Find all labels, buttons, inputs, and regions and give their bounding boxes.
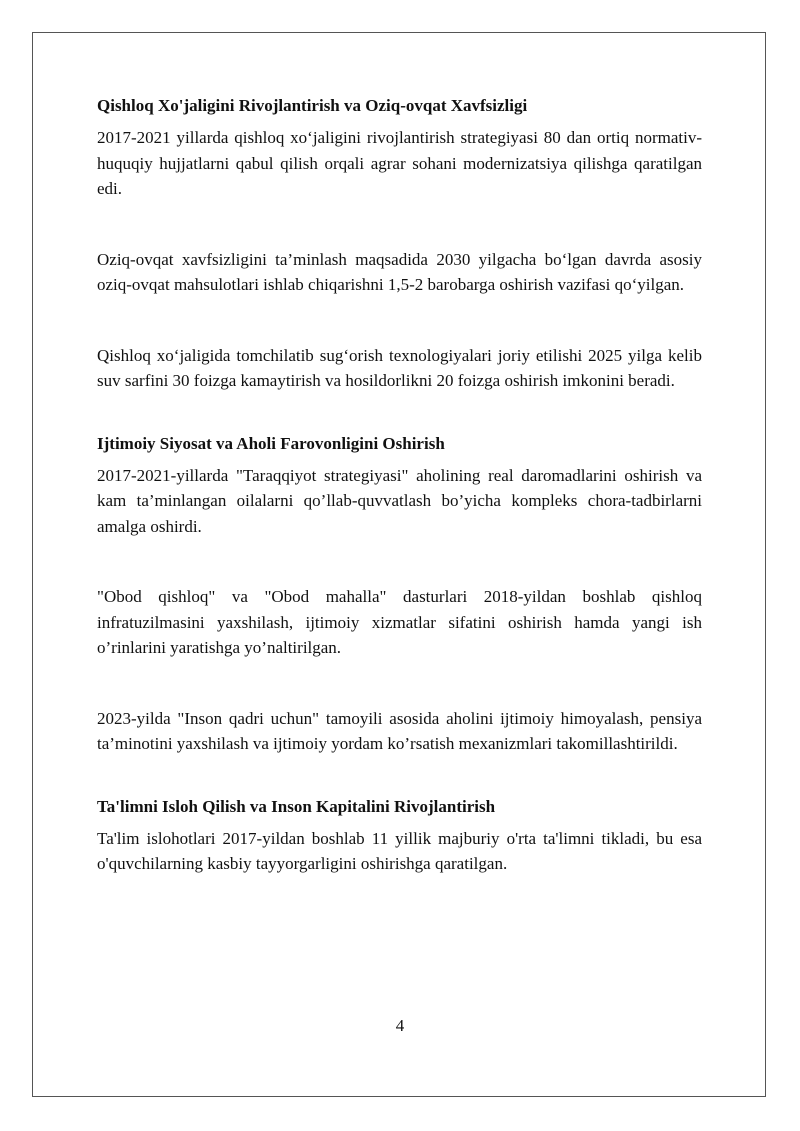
paragraph: "Obod qishloq" va "Obod mahalla" dasturlari 2018-yildan boshlab qishloq infratuzilmasini yaxshilash, ijtimoiy xizmatlar sifatini oshirish hamda yangi ish o’rinlarini yaratishga yo’naltirilgan. <box>97 587 702 657</box>
paragraph: 2023-yilda "Inson qadri uchun" tamoyili asosida aholini ijtimoiy himoyalash, pensiya ta’minotini yaxshilash va ijtimoiy yordam ko’rsatish mexanizmlari takomillashtirildi. <box>97 708 702 753</box>
paragraph: Ta'lim islohotlari 2017-yildan boshlab 11 yillik majburiy o'rta ta'limni tikladi, bu esa o'quvchilarning kasbiy tayyorgarligini oshirishga qaratilgan. <box>97 828 702 873</box>
paragraph: Oziq-ovqat xavfsizligini ta’minlash maqsadida 2030 yilgacha bo‘lgan davrda asosiy oziq-ovqat mahsulotlari ishlab chiqarishni 1,5-2 barobarga oshirish vazifasi qo‘yilgan. <box>97 249 702 294</box>
paragraph: Qishloq xo‘jaligida tomchilatib sug‘orish texnologiyalari joriy etilishi 2025 yilga kelib suv sarfini 30 foizga kamaytirish va hosildorlikni 20 foizga oshirish imkonini beradi. <box>97 345 702 390</box>
section-heading: Ijtimoiy Siyosat va Aholi Farovonligini Oshirish <box>97 433 445 453</box>
section-social-policy <box>97 431 702 757</box>
section-heading: Ta'limni Isloh Qilish va Inson Kapitalini Rivojlantirish <box>97 796 496 816</box>
page-number: 4 <box>395 1016 405 1035</box>
document-body <box>97 93 702 877</box>
section-agriculture <box>97 93 702 394</box>
paragraph: 2017-2021-yillarda "Taraqqiyot strategiyasi" aholining real daromadlarini oshirish va kam ta’minlangan oilalarni qo’llab-quvvatlash bo’yicha kompleks chora-tadbirlarni amalga oshirdi. <box>97 465 702 536</box>
section-heading: Qishloq Xo'jaligini Rivojlantirish va Oziq-ovqat Xavfsizligi <box>97 96 528 115</box>
paragraph: 2017-2021 yillarda qishloq xo‘jaligini rivojlantirish strategiyasi 80 dan ortiq normativ-huquqiy hujjatlarni qabul qilish orqali agrar sohani modernizatsiya qilishga qaratilgan edi. <box>97 128 702 198</box>
section-education <box>97 794 702 877</box>
